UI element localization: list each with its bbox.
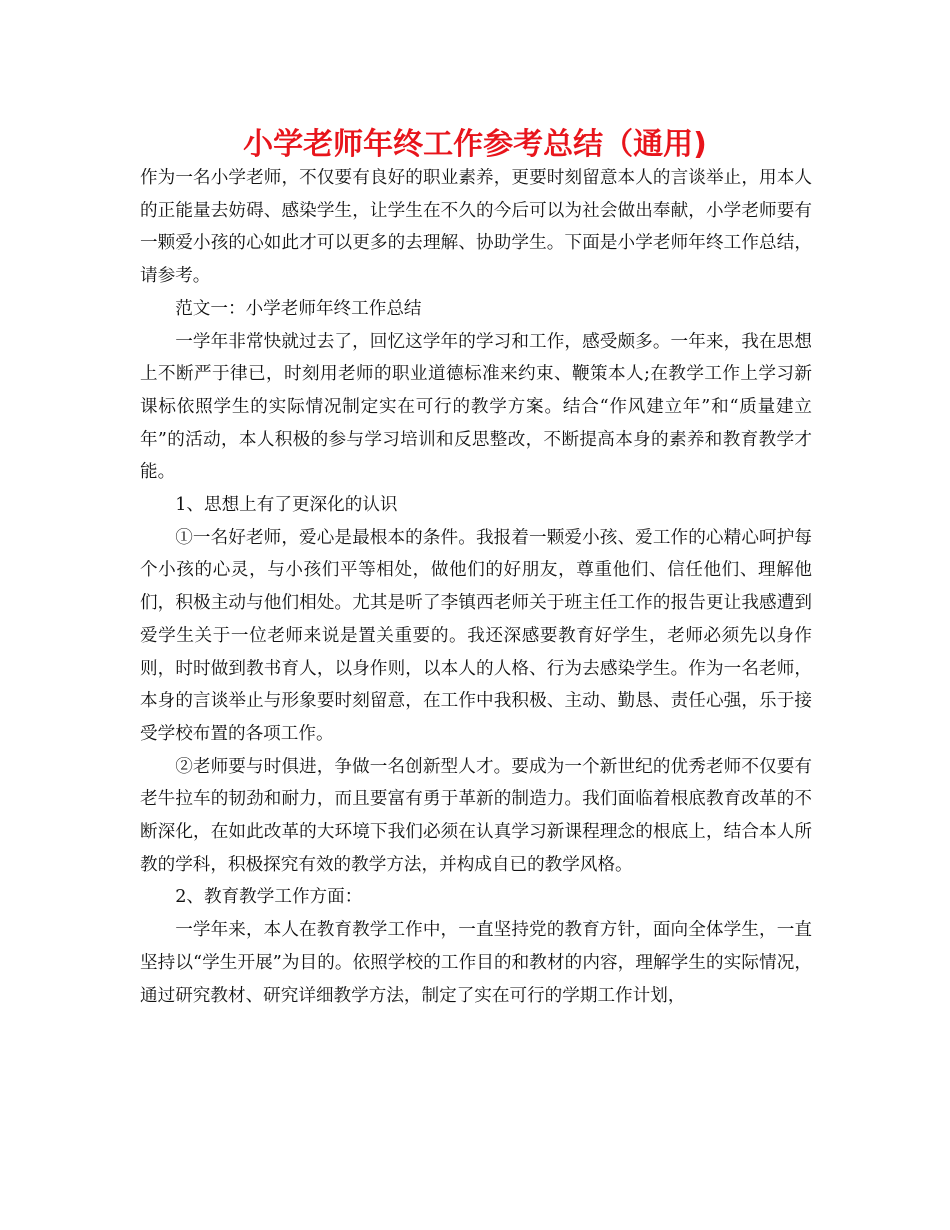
paragraph-point-2: ②老师要与时俱进，争做一名创新型人才。要成为一个新世纪的优秀老师不仅要有老牛拉车的韧劲和耐力，而且要富有勇于革新的制造力。我们面临着根底教育改革的不断深化，在如此改革的大环境下我们必须在认真学习新课程理念的根底上，结合本人所教的学科，积极探究有效的教学方法，并构成自已的教学风格。 xyxy=(140,756,812,875)
section-heading-1: 1、思想上有了更深化的认识 xyxy=(175,495,398,516)
document-title: 小学老师年终工作参考总结（通用) xyxy=(243,127,707,162)
paragraph-intro: 作为一名小学老师，不仅要有良好的职业素养，更要时刻留意本人的言谈举止，用本人的正能量去妨碍、感染学生，让学生在不久的今后可以为社会做出奉献，小学老师要有一颗爱小孩的心如此才可以更多的去理解、协助学生。下面是小学老师年终工作总结，请参考。 xyxy=(140,168,812,287)
paragraph-sample-heading: 范文一：小学老师年终工作总结 xyxy=(175,298,422,319)
paragraph-teaching-work: 一学年来，本人在教育教学工作中，一直坚持党的教育方针，面向全体学生，一直坚持以“学生开展”为目的。依照学校的工作目的和教材的内容，理解学生的实际情况，通过研究教材、研究详细教学方法，制定了实在可行的学期工作计划， xyxy=(140,920,812,1006)
paragraph-year-review: 一学年非常快就过去了，回忆这学年的学习和工作，感受颇多。一年来，我在思想上不断严于律已，时刻用老师的职业道德标准来约束、鞭策本人;在教学工作上学习新课标依照学生的实际情况制定实在可行的教学方案。结合“作风建立年”和“质量建立年”的活动，本人积极的参与学习培训和反思整改，不断提高本身的素养和教育教学才能。 xyxy=(140,331,812,483)
document-body xyxy=(140,162,812,1012)
section-heading-2: 2、教育教学工作方面： xyxy=(175,887,363,908)
paragraph-point-1: ①一名好老师，爱心是最根本的条件。我报着一颗爱小孩、爱工作的心精心呵护每个小孩的心灵，与小孩们平等相处，做他们的好朋友，尊重他们、信任他们、理解他们，积极主动与他们相处。尤其是听了李镇西老师关于班主任工作的报告更让我感遭到爱学生关于一位老师来说是置关重要的。我还深感要教育好学生，老师必须先以身作则，时时做到教书育人，以身作则，以本人的人格、行为去感染学生。作为一名老师，本身的言谈举止与形象要时刻留意，在工作中我积极、主动、勤恳、责任心强，乐于接受学校布置的各项工作。 xyxy=(140,527,812,744)
